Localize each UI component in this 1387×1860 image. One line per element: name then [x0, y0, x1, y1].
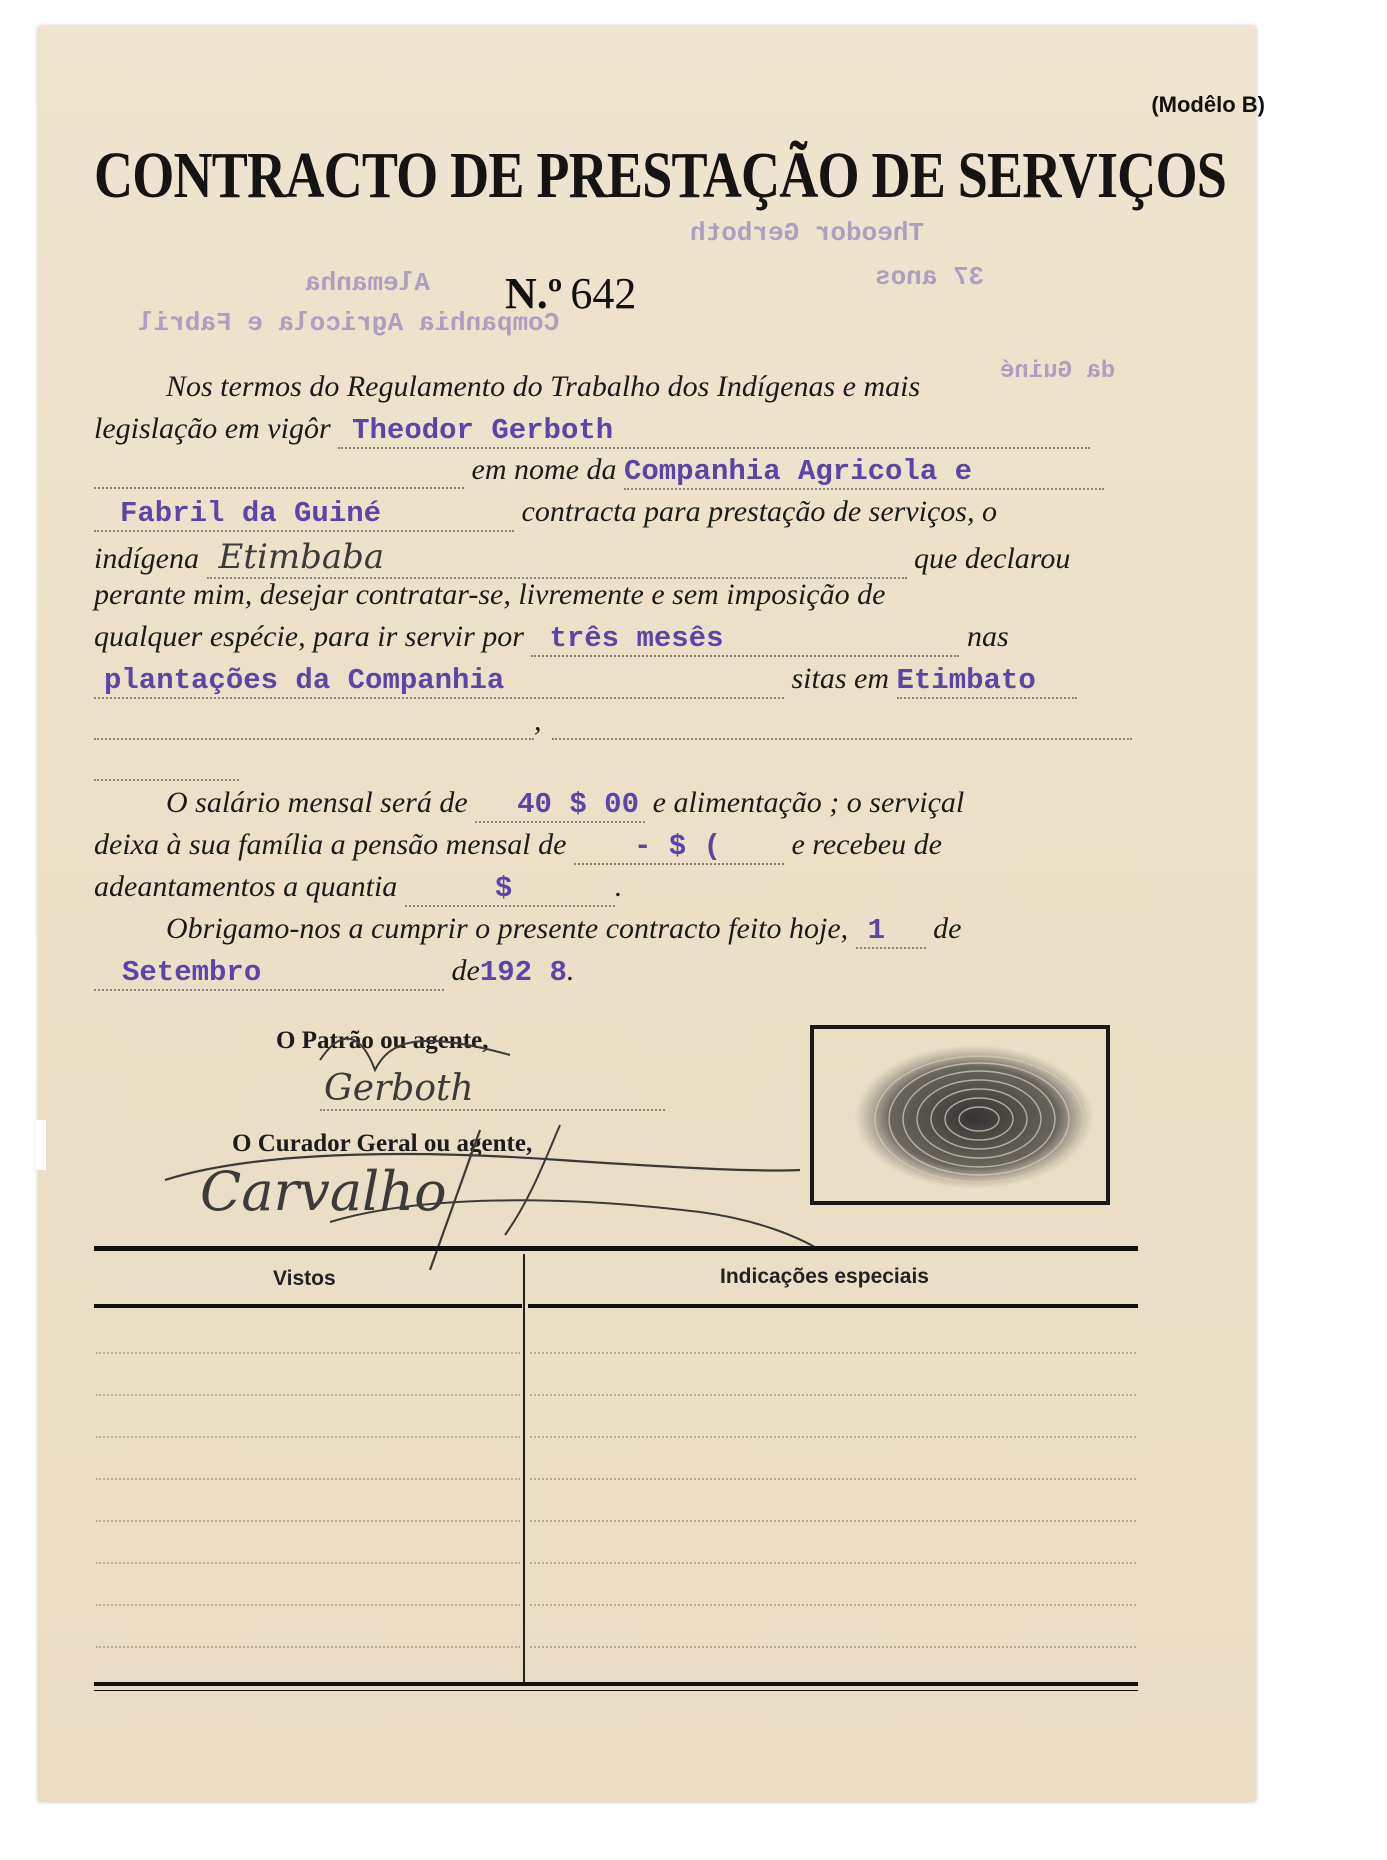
- table-row-left: [96, 1352, 520, 1354]
- table-row-right: [530, 1646, 1136, 1648]
- declared-text: que declarou: [914, 542, 1071, 575]
- patrao-signature: Gerboth: [324, 1068, 474, 1109]
- curador-signature: Carvalho: [200, 1160, 447, 1223]
- year-value: 192 8: [479, 956, 567, 989]
- table-column-divider: [523, 1254, 525, 1684]
- location-value: Etimbato: [896, 664, 1036, 697]
- show-through-company: Companhia Agricola e Fabril: [138, 308, 560, 338]
- table-top-rule: [94, 1246, 1138, 1251]
- thumbprint-image: [814, 1029, 1106, 1201]
- received-text: e recebeu de: [791, 828, 942, 861]
- table-bottom-rule: [94, 1682, 1138, 1686]
- de2-text: de: [451, 954, 480, 987]
- indigena-label: indígena: [94, 542, 199, 575]
- table-row-right: [530, 1436, 1136, 1438]
- table-row-right: [530, 1478, 1136, 1480]
- show-through-name: Theodor Gerboth: [690, 218, 925, 248]
- curador-label: O Curador Geral ou agente,: [232, 1130, 533, 1157]
- document-title: CONTRACTO DE PRESTAÇÃO DE SERVIÇOS: [94, 139, 1227, 212]
- table-header-rule-left: [94, 1304, 522, 1308]
- table-bottom-rule-2: [94, 1690, 1138, 1691]
- number-label: N.º: [505, 269, 563, 318]
- model-label: (Modêlo B): [1151, 92, 1265, 117]
- qualquer-text: qualquer espécie, para ir servir por: [94, 620, 524, 653]
- salary-amount: 40 $ 00: [517, 788, 639, 821]
- show-through-guine: da Guiné: [1000, 358, 1116, 385]
- pension-text: deixa à sua família a pensão mensal de: [94, 828, 567, 861]
- sitas-text: sitas em: [791, 662, 889, 695]
- table-row-right: [530, 1520, 1136, 1522]
- patrao-label: O Patrão ou agente,: [276, 1027, 489, 1054]
- table-row-left: [96, 1478, 520, 1480]
- table-row-left: [96, 1520, 520, 1522]
- duration-value: três mesês: [549, 622, 724, 655]
- perante-text: perante mim, desejar contratar-se, livremente e sem imposição de: [94, 578, 886, 611]
- indigena-name: Etimbaba: [218, 537, 385, 577]
- table-row-left: [96, 1646, 520, 1648]
- year-period: .: [566, 954, 575, 987]
- advance-text: adeantamentos a quantia: [94, 870, 398, 903]
- table-row-left: [96, 1394, 520, 1396]
- table-row-right: [530, 1352, 1136, 1354]
- plantation-value: plantações da Companhia: [104, 664, 505, 697]
- table-row-right: [530, 1562, 1136, 1564]
- thumbprint-box: [810, 1025, 1110, 1205]
- number-value: 642: [570, 269, 637, 318]
- table-row-left: [96, 1562, 520, 1564]
- show-through-age: 37 anos: [875, 262, 985, 292]
- day-value: 1: [867, 914, 886, 947]
- table-row-right: [530, 1394, 1136, 1396]
- company-name-b: Fabril da Guiné: [120, 497, 382, 530]
- column-header-vistos: Vistos: [273, 1267, 336, 1290]
- food-text: e alimentação ; o serviçal: [652, 786, 965, 819]
- in-name-of-text: em nome da: [471, 453, 617, 486]
- oblig-text: Obrigamo-nos a cumprir o presente contracto feito hoje,: [166, 912, 849, 945]
- de-text: de: [933, 912, 962, 945]
- table-header-rule-right: [528, 1304, 1138, 1308]
- period-text: .: [614, 870, 623, 903]
- table-row-left: [96, 1436, 520, 1438]
- salary-text: O salário mensal será de: [166, 786, 468, 819]
- comma-text: ,: [534, 704, 542, 737]
- company-name-a: Companhia Agricola e: [623, 455, 973, 488]
- advance-amount: $: [494, 872, 513, 905]
- show-through-nationality: Alemanha: [305, 268, 430, 298]
- pension-amount: - $ (: [633, 830, 721, 863]
- employer-name: Theodor Gerboth: [352, 414, 614, 447]
- table-row-left: [96, 1604, 520, 1606]
- column-header-indicacoes: Indicações especiais: [720, 1265, 929, 1288]
- contracts-text: contracta para prestação de serviços, o: [521, 495, 997, 528]
- month-value: Setembro: [122, 956, 262, 989]
- legislation-text: legislação em vigôr: [94, 412, 331, 445]
- table-row-right: [530, 1604, 1136, 1606]
- nas-text: nas: [966, 620, 1009, 653]
- regulation-text: Nos termos do Regulamento do Trabalho dos Indígenas e mais: [166, 370, 921, 403]
